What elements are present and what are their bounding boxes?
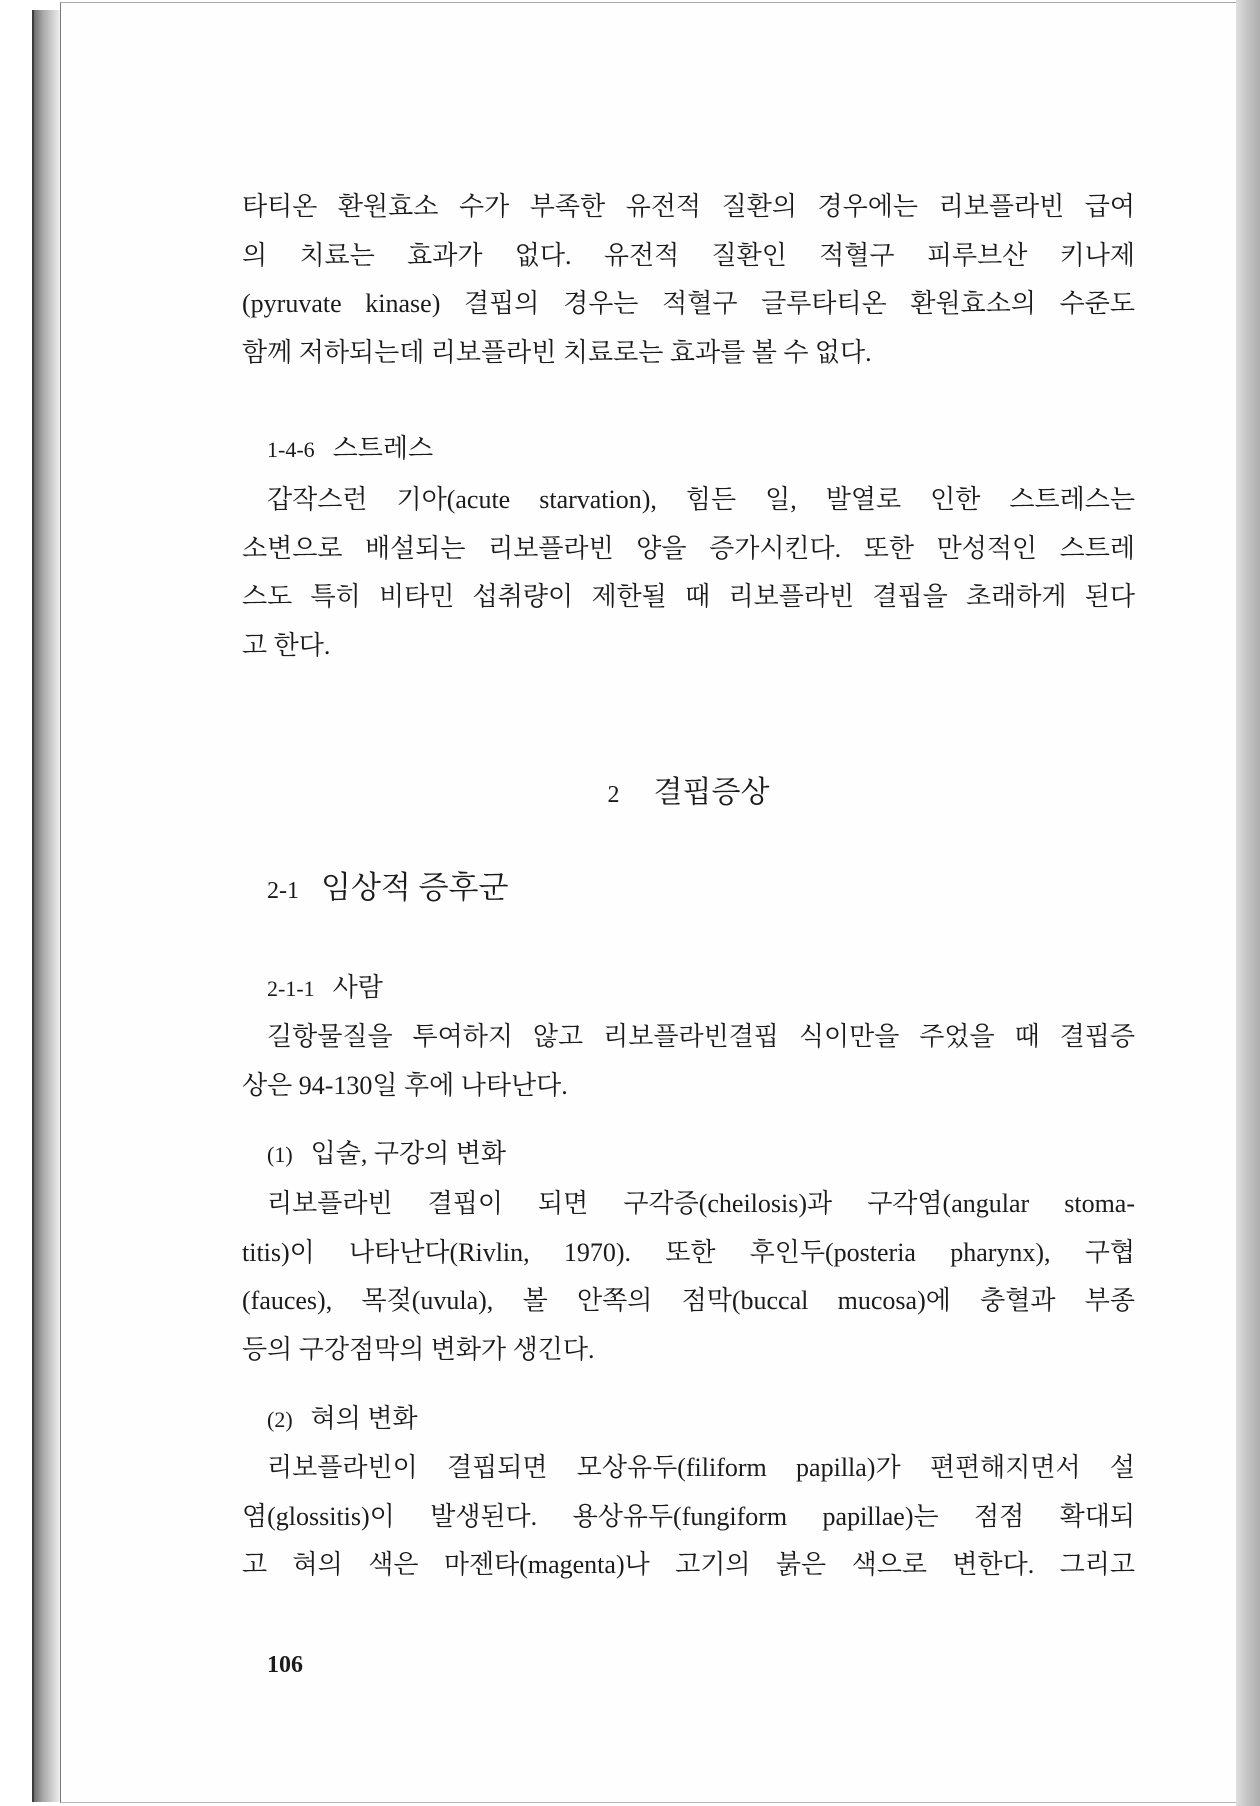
paragraph-human xyxy=(242,1013,1135,1110)
section-number: 2-1-1 xyxy=(267,976,315,1001)
text-line: 갑작스런 기아(acute starvation), 힘든 일, 발열로 인한 스트레스는 xyxy=(267,485,1135,514)
section-heading-2-1-1 xyxy=(267,964,383,1016)
section-title: 스트레스 xyxy=(332,434,434,463)
text-line: 리보플라빈이 결핍되면 모상유두(filiform papilla)가 편편해지면서 설 xyxy=(267,1453,1135,1482)
text-line: (fauces), 목젖(uvula), 볼 안쪽의 점막(buccal mucosa)에 충혈과 부종 xyxy=(242,1286,1135,1315)
section-title: 사람 xyxy=(332,973,383,1002)
section-number: 2-1 xyxy=(267,878,299,904)
section-heading-2-1 xyxy=(267,864,508,918)
subsection-heading-tongue xyxy=(267,1395,418,1447)
chapter-number: 2 xyxy=(607,782,620,808)
text-line: 의 치료는 효과가 없다. 유전적 질환인 적혈구 피루브산 키나제 xyxy=(242,240,1135,270)
paragraph-stress xyxy=(242,476,1135,670)
paragraph-lips xyxy=(242,1180,1135,1374)
page-edge-shadow xyxy=(1236,0,1260,1806)
section-number: 1-4-6 xyxy=(267,437,315,462)
subsection-number: (1) xyxy=(267,1142,293,1167)
text-line: 소변으로 배설되는 리보플라빈 양을 증가시킨다. 또한 만성적인 스트레 xyxy=(242,533,1135,563)
text-line: 함께 저하되는데 리보플라빈 치료로는 효과를 볼 수 없다. xyxy=(242,337,872,367)
section-title: 임상적 증후군 xyxy=(321,870,509,905)
text-line: 상은 94-130일 후에 나타난다. xyxy=(242,1070,568,1100)
section-heading-1-4-6 xyxy=(267,425,433,477)
subsection-heading-lips xyxy=(267,1130,506,1182)
text-line: 타티온 환원효소 수가 부족한 유전적 질환의 경우에는 리보플라빈 급여 xyxy=(242,192,1135,221)
text-line: 고 혀의 색은 마젠타(magenta)나 고기의 붉은 색으로 변한다. 그리고 xyxy=(242,1550,1135,1579)
text-line: 스도 특히 비타민 섭취량이 제한될 때 리보플라빈 결핍을 초래하게 된다 xyxy=(242,582,1135,611)
chapter-heading xyxy=(242,766,1135,825)
text-line: 길항물질을 투여하지 않고 리보플라빈결핍 식이만을 주었을 때 결핍증 xyxy=(267,1022,1135,1051)
text-line: 리보플라빈 결핍이 되면 구각증(cheilosis)과 구각염(angular stoma- xyxy=(267,1189,1135,1218)
subsection-number: (2) xyxy=(267,1407,293,1432)
paragraph-tongue xyxy=(242,1444,1135,1590)
page-number: 106 xyxy=(267,1652,303,1678)
paragraph-continued xyxy=(242,183,1135,377)
text-line: 등의 구강점막의 변화가 생긴다. xyxy=(242,1334,595,1364)
book-spine-edge xyxy=(32,10,60,1802)
text-line: 염(glossitis)이 발생된다. 용상유두(fungiform papillae)는 점점 확대되 xyxy=(242,1501,1135,1531)
chapter-title: 결핍증상 xyxy=(653,776,770,809)
text-line: 고 한다. xyxy=(242,630,331,660)
text-line: titis)이 나타난다(Rivlin, 1970). 또한 후인두(posteria pharynx), 구협 xyxy=(242,1237,1135,1267)
subsection-title: 입술, 구강의 변화 xyxy=(310,1139,506,1168)
text-line: (pyruvate kinase) 결핍의 경우는 적혈구 글루타티온 환원효소의 수준도 xyxy=(242,289,1135,318)
subsection-title: 혀의 변화 xyxy=(310,1404,418,1433)
